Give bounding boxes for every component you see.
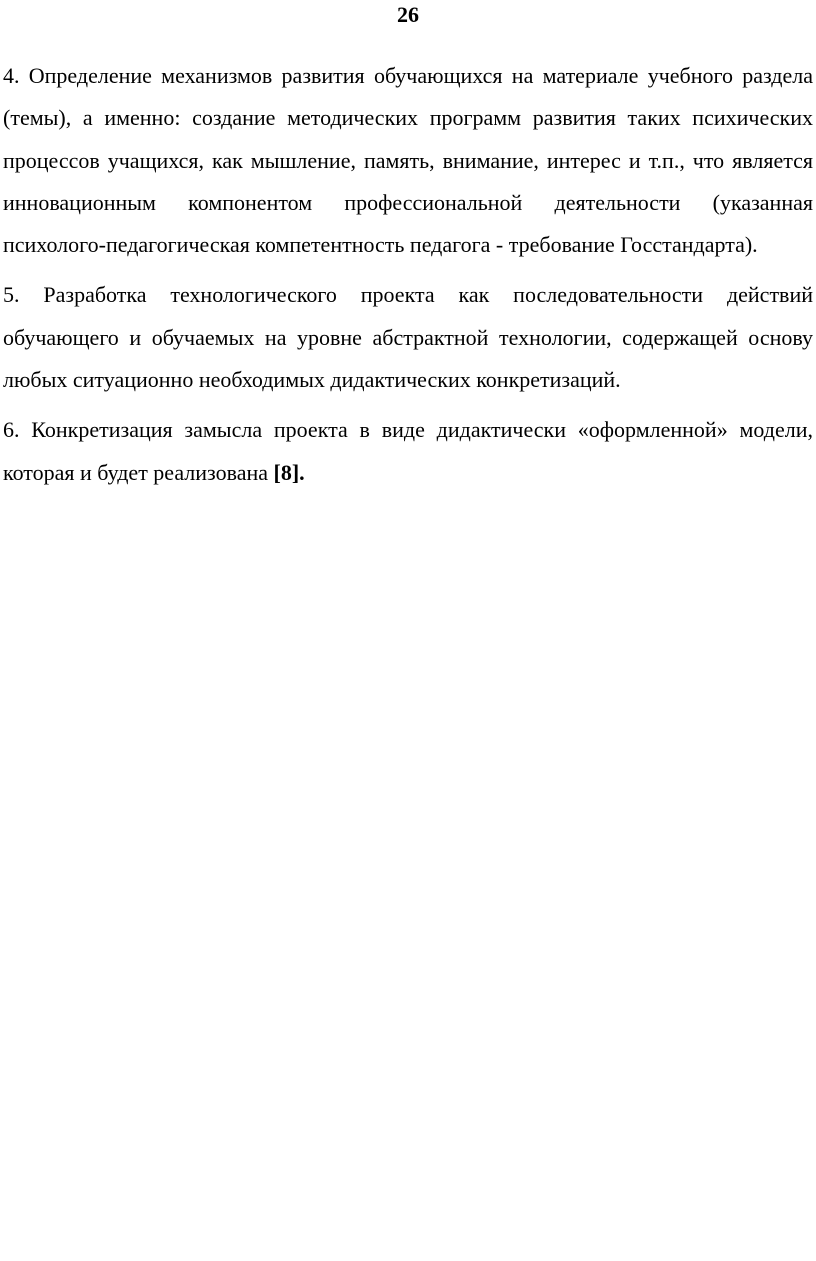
document-body [3,55,813,494]
paragraph-5: 5. Разработка технологического проекта как последовательности действий обучающего и обучаемых на уровне абстрактной технологии, содержащей основу любых ситуационно необходимых дидактических конкретизаций. [3,282,813,393]
paragraph-4: 4. Определение механизмов развития обучающихся на материале учебного раздела (темы), а именно: создание методических программ развития таких психических процессов учащихся, как мышление, память, внимание, интерес и т.п., что является инновационным компонентом профессиональной деятельности (указанная психолого-педагогическая компетентность педагога - требование Госстандарта). [3,63,813,258]
paragraph-6 [3,409,813,494]
citation-reference: [8]. [273,459,305,485]
page-number: 26 [397,2,419,27]
paragraph-6-text: 6. Конкретизация замысла проекта в виде дидактически «оформленной» модели, которая и будет реализована [3,417,813,485]
